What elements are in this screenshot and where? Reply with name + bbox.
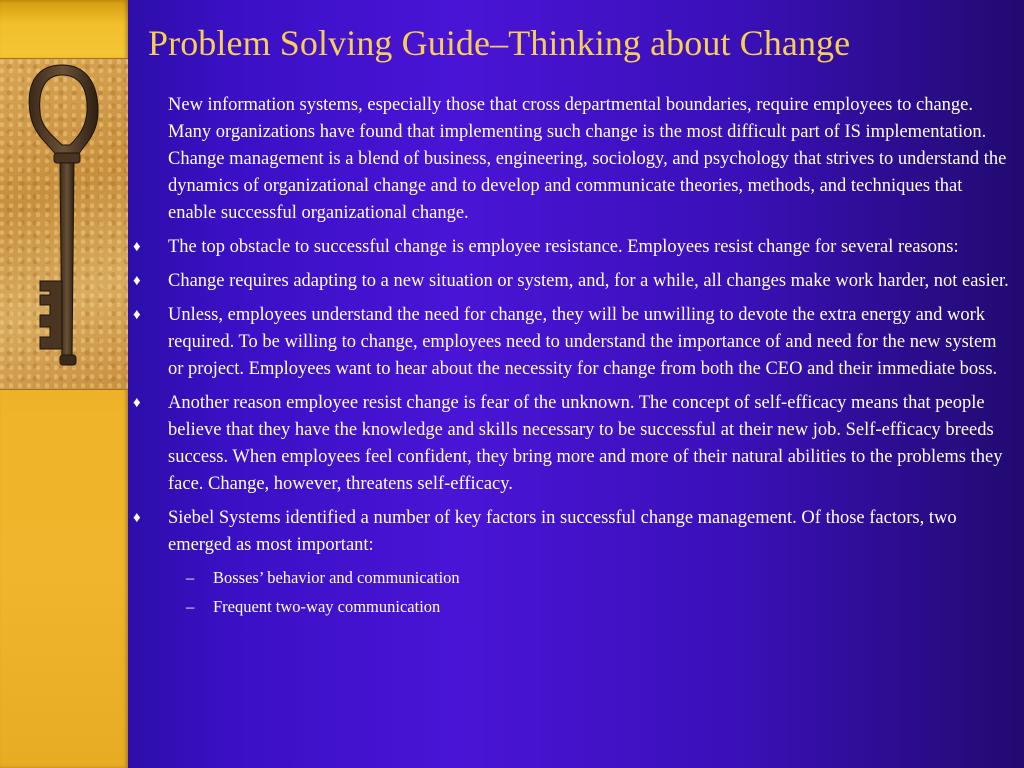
diamond-bullet-icon: ♦	[133, 510, 141, 526]
sub-bullet-text: Bosses’ behavior and communication	[213, 568, 460, 587]
diamond-bullet-icon: ♦	[133, 273, 141, 289]
bullet-text: Siebel Systems identified a number of key factors in successful change management. Of those factors, two emerged as most important:	[168, 508, 957, 555]
bullet-text: Unless, employees understand the need for change, they will be unwilling to devote the extra energy and work required. To be willing to change, employees need to understand the importance of and need for the new system or project. Employees want to hear about the necessity for change from both the CEO and their immediate boss.	[168, 305, 998, 379]
slide-body	[130, 92, 1010, 624]
page-title: Problem Solving Guide–Thinking about Change	[148, 23, 851, 63]
bullet-text: Change requires adapting to a new situation or system, and, for a while, all changes make work harder, not easier.	[168, 271, 1009, 291]
key-photo	[0, 58, 128, 390]
bullet-item	[130, 390, 1010, 498]
sub-bullet-text: Frequent two-way communication	[213, 597, 441, 616]
bullet-item	[130, 234, 1010, 261]
diamond-bullet-icon: ♦	[133, 395, 141, 411]
diamond-bullet-icon: ♦	[133, 239, 141, 255]
left-decor-strip	[0, 0, 128, 768]
dash-bullet-icon: –	[186, 597, 195, 616]
bullet-item	[130, 302, 1010, 383]
sub-bullet-item	[130, 566, 1010, 590]
intro-text: New information systems, especially those that cross departmental boundaries, require employees to change. Many organizations have found that implementing such change is the most difficult part of IS implementation. Change management is a blend of business, engineering, sociology, and psychology that strives to understand the dynamics of organizational change and to develop and communicate theories, methods, and techniques that enable successful organizational change.	[168, 95, 1007, 223]
bullet-item	[130, 505, 1010, 559]
antique-key-icon	[0, 59, 128, 389]
diamond-bullet-icon: ♦	[133, 307, 141, 323]
sub-bullet-item	[130, 595, 1010, 619]
intro-paragraph	[130, 92, 1010, 227]
dash-bullet-icon: –	[186, 568, 195, 587]
bullet-item	[130, 268, 1010, 295]
bullet-text: Another reason employee resist change is fear of the unknown. The concept of self-efficacy means that people believe that they have the knowledge and skills necessary to be successful at their new job. Self-efficacy breeds success. When employees feel confident, they bring more and more of their natural abilities to the problems they face. Change, however, threatens self-efficacy.	[168, 393, 1003, 494]
bullet-text: The top obstacle to successful change is employee resistance. Employees resist change for several reasons:	[168, 237, 959, 257]
